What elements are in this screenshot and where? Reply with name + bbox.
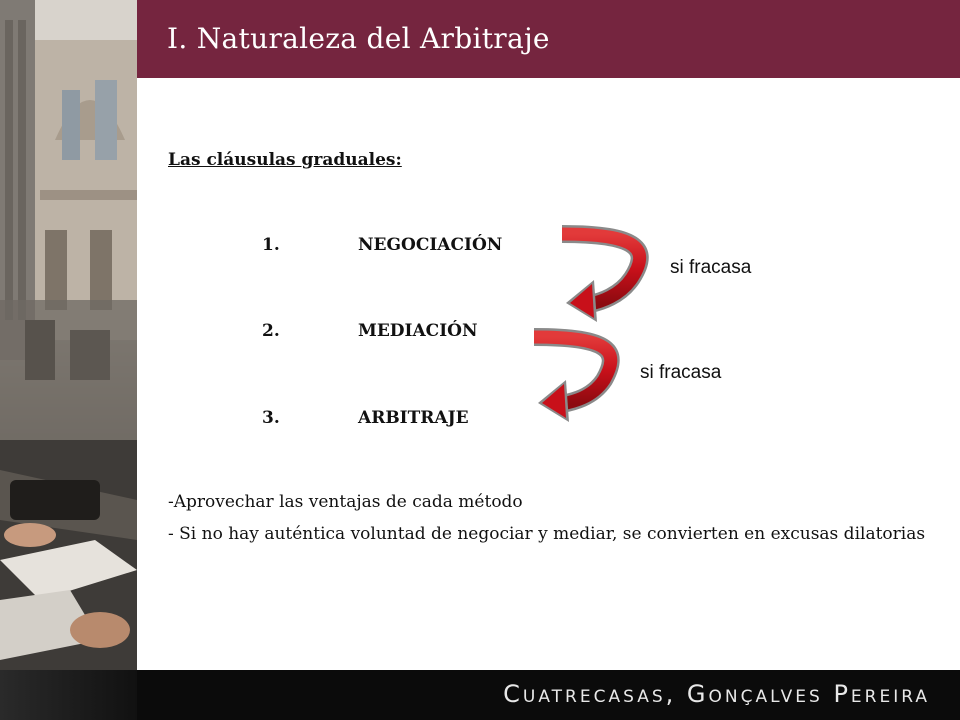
brand-logo-text: Cuatrecasas, Gonçalves Pereira (503, 680, 930, 708)
transition-note-1: si fracasa (670, 257, 752, 278)
curved-arrow-icon (534, 337, 611, 422)
step-number: 1. (262, 235, 280, 255)
slide-title: I. Naturaleza del Arbitraje (167, 22, 550, 55)
curved-arrow-icon (562, 234, 640, 322)
footer-bar (0, 670, 960, 720)
step-label: NEGOCIACIÓN (358, 235, 503, 255)
bullet-item: -Aprovechar las ventajas de cada método (168, 492, 523, 512)
step-label: ARBITRAJE (358, 408, 469, 428)
subheading: Las cláusulas graduales: (168, 150, 402, 170)
step-number: 3. (262, 408, 280, 428)
step-label: MEDIACIÓN (358, 321, 478, 341)
bullet-item: - Si no hay auténtica voluntad de negociar y mediar, se convierten en excusas dilatorias (168, 524, 926, 544)
transition-note-2: si fracasa (640, 362, 722, 383)
bullet-list (168, 490, 928, 554)
footer-photo-strip (0, 670, 137, 720)
step-number: 2. (262, 321, 280, 341)
